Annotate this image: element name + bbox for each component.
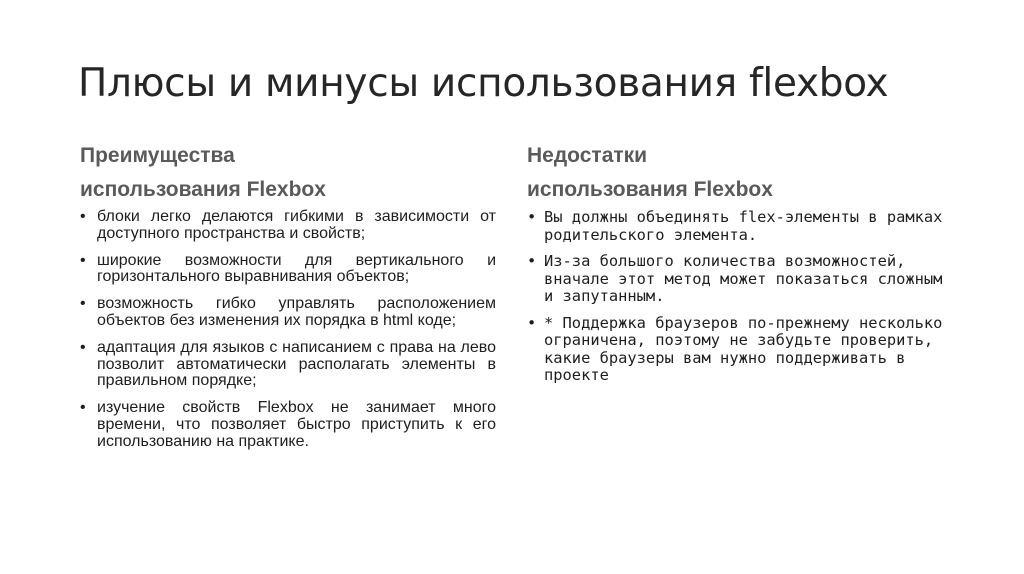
advantages-list-item (80, 209, 496, 243)
advantages-list-item (80, 296, 496, 330)
advantages-heading-line1: Преимущества (80, 144, 235, 167)
advantages-list-item (80, 253, 496, 287)
disadvantages-column (527, 139, 949, 394)
disadvantages-list-item (527, 253, 949, 306)
bullet-icon: • (80, 295, 86, 313)
advantages-column (80, 139, 496, 461)
bullet-icon: • (527, 252, 537, 270)
advantages-list-item (80, 340, 496, 390)
disadvantages-item-text: * Поддержка браузеров по-прежнему несколько ограничена, поэтому не забудьте проверить, какие браузеры вам нужно поддерживать в проекте (544, 313, 943, 384)
bullet-icon: • (80, 208, 86, 225)
advantages-heading (80, 139, 496, 207)
advantages-item-text: широкие возможности для вертикального и горизонтального выравнивания объектов; (97, 251, 496, 286)
disadvantages-item-text: Из-за большого количества возможностей, вначале этот метод может показаться сложным и запутанным. (544, 252, 943, 305)
advantages-item-text: возможность гибко управлять расположением объектов без изменения их порядка в html коде; (97, 295, 496, 329)
advantages-list (80, 209, 496, 451)
bullet-icon: • (80, 251, 86, 269)
disadvantages-heading-line1: Недостатки (527, 144, 648, 167)
disadvantages-list (527, 209, 949, 385)
advantages-list-item (80, 400, 496, 450)
bullet-icon: • (527, 208, 537, 226)
disadvantages-list-item (527, 315, 949, 385)
disadvantages-heading-line2: использования Flexbox (527, 178, 773, 201)
bullet-icon: • (527, 313, 537, 332)
advantages-item-text: блоки легко делаются гибкими в зависимости от доступного пространства и свойств; (97, 208, 496, 242)
advantages-heading-line2: использования Flexbox (80, 178, 326, 201)
disadvantages-heading (527, 139, 949, 207)
disadvantages-list-item (527, 209, 949, 244)
bullet-icon: • (80, 399, 86, 417)
slide-title: Плюсы и минусы использования flexbox (78, 61, 889, 106)
bullet-icon: • (80, 338, 86, 356)
advantages-item-text: адаптация для языков с написанием с права на лево позволит автоматически располагать элементы в правильном порядке; (97, 338, 496, 390)
advantages-item-text: изучение свойств Flexbox не занимает много времени, что позволяет быстро приступить к его использованию на практике. (97, 399, 496, 450)
disadvantages-item-text: Вы должны объединять flex-элементы в рамках родительского элемента. (544, 208, 943, 244)
